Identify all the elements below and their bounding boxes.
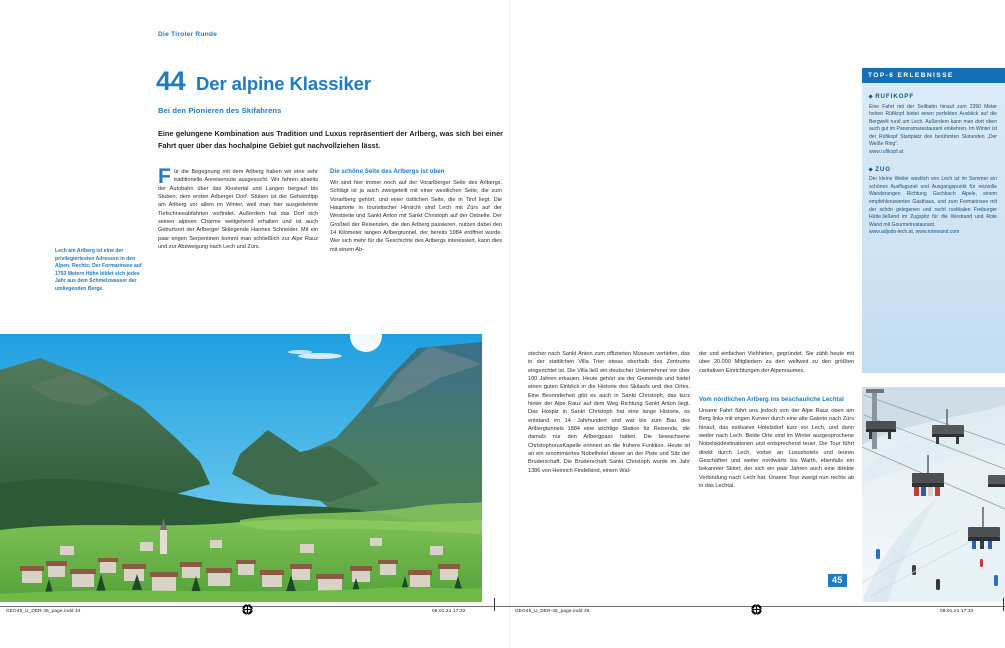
lift-chair [988, 475, 1005, 487]
body-text: Unsere Fahrt führt uns jedoch von der Alpe Rauz oben am Berg links mit engen Kurven durch eine alte Galerie nach Zürs hinauf, das exklusive Hotelsdorf kurz vor Lech, und dann weiter nach Lech. Beide Orte sind im Winter ausgesprochene Nobelskidestinationen und entsprechend teuer. Die Tour führt direkt durch Lech, vorbei an Luxushotels und teuren Geschäften und weiter nordwärts bis Warth, ebenfalls ein bekannter Skiort, der sich ein paar Jahren auch eine direkte Verbindung nach Lech hat. Unsere Tour zweigt nun rechts ab in das Lechtal. [699, 407, 854, 489]
infobox-item-text: Der kleine Weiler westlich von Lech ist im Sommer ein schönes Ausflugsziel und Ausgangspunkt für reizvolle Wanderungen Richtung Gschbach Alpele, einem empfehlenswerten Gasthaus, und zum Formarinsee mit der schön gelegenen und recht rustikalen Freiburger Hütte,ließend im Zugspitz für die Westrand und Rote Wand mit Gourmetrestaurant. [869, 176, 997, 228]
infobox-item-link[interactable]: www.rufikopf.at [869, 149, 904, 156]
infobox-item-title-row [869, 166, 997, 173]
print-mark-left-filename: GEO45_U_DER-45_page.indd 44 [6, 608, 81, 613]
crop-mark [494, 598, 495, 611]
crop-mark [1003, 598, 1004, 611]
diamond-bullet-icon [868, 167, 873, 172]
infobox-heading: TOP-6 ERLEBNISSE [862, 68, 1005, 83]
body-text: ür die Begegnung mit dem Arlberg haben wir eine sehr traditionelle Anreiseroute ausgesucht. Wir fahren abseits der Autobahn über das Klostertal und Langen bergauf bis Stuben, dem ersten Arlberger Dorf. Stuben ist der Geheimtipp am Arlberg vor allem im Winter, weil man hier ausgedehnte Tiefschneeabfahrten vorfindet. Außerdem hat das Dorf sich seinen alpinen Charme weitgehend erhalten und ist auch Geburtsort der Arlberger Skilegende Hannes Schneider. Mit ein paar engen Serpentinen kommt man schließlich zur Alpe Rauz und zur Abzweigung nach Lech und Zürs. [158, 169, 318, 251]
photo-ski-lift-art [862, 387, 1005, 602]
column-heading: Vom nördlichen Arlberg ins beschauliche Lechtal [699, 396, 844, 403]
chapter-heading [156, 68, 371, 95]
photo-ski-lift [862, 387, 1005, 602]
print-mark-right-date: 08.01.21 17:32 [940, 608, 974, 613]
infobox-item-text: Eine Fahrt mit der Seilbahn hinauf zum 2350 Meter hohen Rüfikopf bietet einen perfekten Ausblick auf die Bergwelt rund um Lech. Außerdem kann man dort oben auch gut im Panoramarestaurant einkehren. Im Winter ist der Rüfikopf Startplatz des berühmten Skirunden „Der Weiße Ring“. [869, 103, 997, 148]
body-text: Wir sind hier immer noch auf der Vorarlberger Seite des Arlbergs. Schlägt ist ja auch zweigeteilt mit einer westlichen Seite, die zum Vorarlberg gehört, und einer östlichen Seite, die in Tirol liegt. Die Hauptorte in touristischer Hinsicht sind Lech mit Zürs auf der Westseite und Sankt Anton mit Sankt Christoph auf der Ostseite. Der Großteil der Reisenden, die den Arlberg passieren, nutzen dabei den 14 Kilometer langen Arlbergtunnel, der bereits 1984 eröffnet wurde. Wer sich mehr für die Geschichte des Arlbergs interessiert, kann dies mit einem Ab- [330, 179, 502, 253]
margin-caption: Lech am Arlberg ist eine der privilegiertesten Adressen in den Alpen. Rechts: Der Formarinsee auf 1793 Metern Höhe bildet sich jedes Jahr aus dem Schmelzwasser der umliegenden Berge. [55, 248, 142, 292]
body-column-right-3 [699, 396, 854, 490]
body-column-left-1 [158, 165, 318, 251]
lead-paragraph: Eine gelungene Kombination aus Tradition und Luxus repräsentiert der Arlberg, was sich bei einer Fahrt quer über das hochalpine Gebiet gut nachvollziehen lässt. [158, 129, 503, 150]
page-number: 45 [828, 574, 847, 587]
body-column-right-1 [528, 350, 690, 475]
infobox-item-title: RUFIKOPF [875, 93, 915, 100]
body-column-left-2 [330, 168, 502, 254]
body-column-right-2 [699, 350, 854, 375]
infobox-item [869, 93, 997, 157]
diamond-bullet-icon [868, 94, 873, 99]
infobox-item-title-row [869, 93, 997, 100]
running-head: Die Tiroler Runde [158, 31, 218, 38]
body-text: der und einfachen Viehhirten, gegründet. Sie zählt heute mit über 20.000 Mitgliedern zu den weltweit zu den größten caritativen Einrichtungen der Alpenraumes. [699, 351, 854, 374]
chapter-number: 44 [156, 66, 186, 96]
infobox-top-experiences [862, 68, 1005, 373]
infobox-item-title: ZUG [875, 165, 891, 173]
registration-mark-icon [242, 604, 253, 615]
column-heading: Die schöne Seite des Arlbergs ist oben [330, 168, 445, 175]
registration-mark-icon [751, 604, 762, 615]
print-mark-right-filename: GEO45_U_DER-45_page.indd 45 [515, 608, 590, 613]
chapter-subtitle: Bei den Pionieren des Skifahrens [158, 106, 282, 115]
right-page [510, 0, 1005, 648]
chapter-title: Der alpine Klassiker [196, 73, 371, 94]
infobox-item [869, 166, 997, 237]
infobox-body [862, 83, 1005, 237]
drop-cap: F [158, 165, 171, 188]
spread-fold-line [509, 0, 510, 648]
print-mark-left-date: 08.01.21 17:32 [432, 608, 466, 613]
body-text: stecher nach Sankt Anton zum offizierten Museum vertiefen, das in der stattlichen Villa Trier etwas oberhalb des Zentrums eingerichtet ist. Die Villa ließ ein deutscher Unternehmer vor über 100 Jahren erbauen. Heute gehört sie der Gemeinde und bietet einen guten Einblick in die Historie des Skilaufs und des Ortes. Eine Besonderheit gibt es auch in Sankt Christoph, das kurz hinter der Alpe Rauz auf dem Weg Richtung Sankt Anton liegt. Das Hospiz in Sankt Christoph hat eine lange Historie, es entstand im 14. Jahrhundert und war bis zum Bau des Arlbergtunnels 1884 eine wichtige Station für Reisende, die damals nur den Arlbergpass hatten. Die bewachsene ChristophorusKapelle erinnert an die frühere Funktion. Heute ist an ein renommiertes Nobelhotel dieser an der Piste und Sitz der Bruderschaft. Die Bruderschaft Sankt Christoph wurde im Jahr 1386 von Heinrich Findelkind, einem Wäl- [528, 351, 690, 474]
infobox-item-link[interactable]: www.adjudo-lech.at, www.rotewand.com [869, 229, 960, 236]
photo-lech-valley-art [0, 334, 482, 602]
footer-trim-rule [0, 606, 1005, 607]
photo-lech-valley [0, 334, 482, 602]
